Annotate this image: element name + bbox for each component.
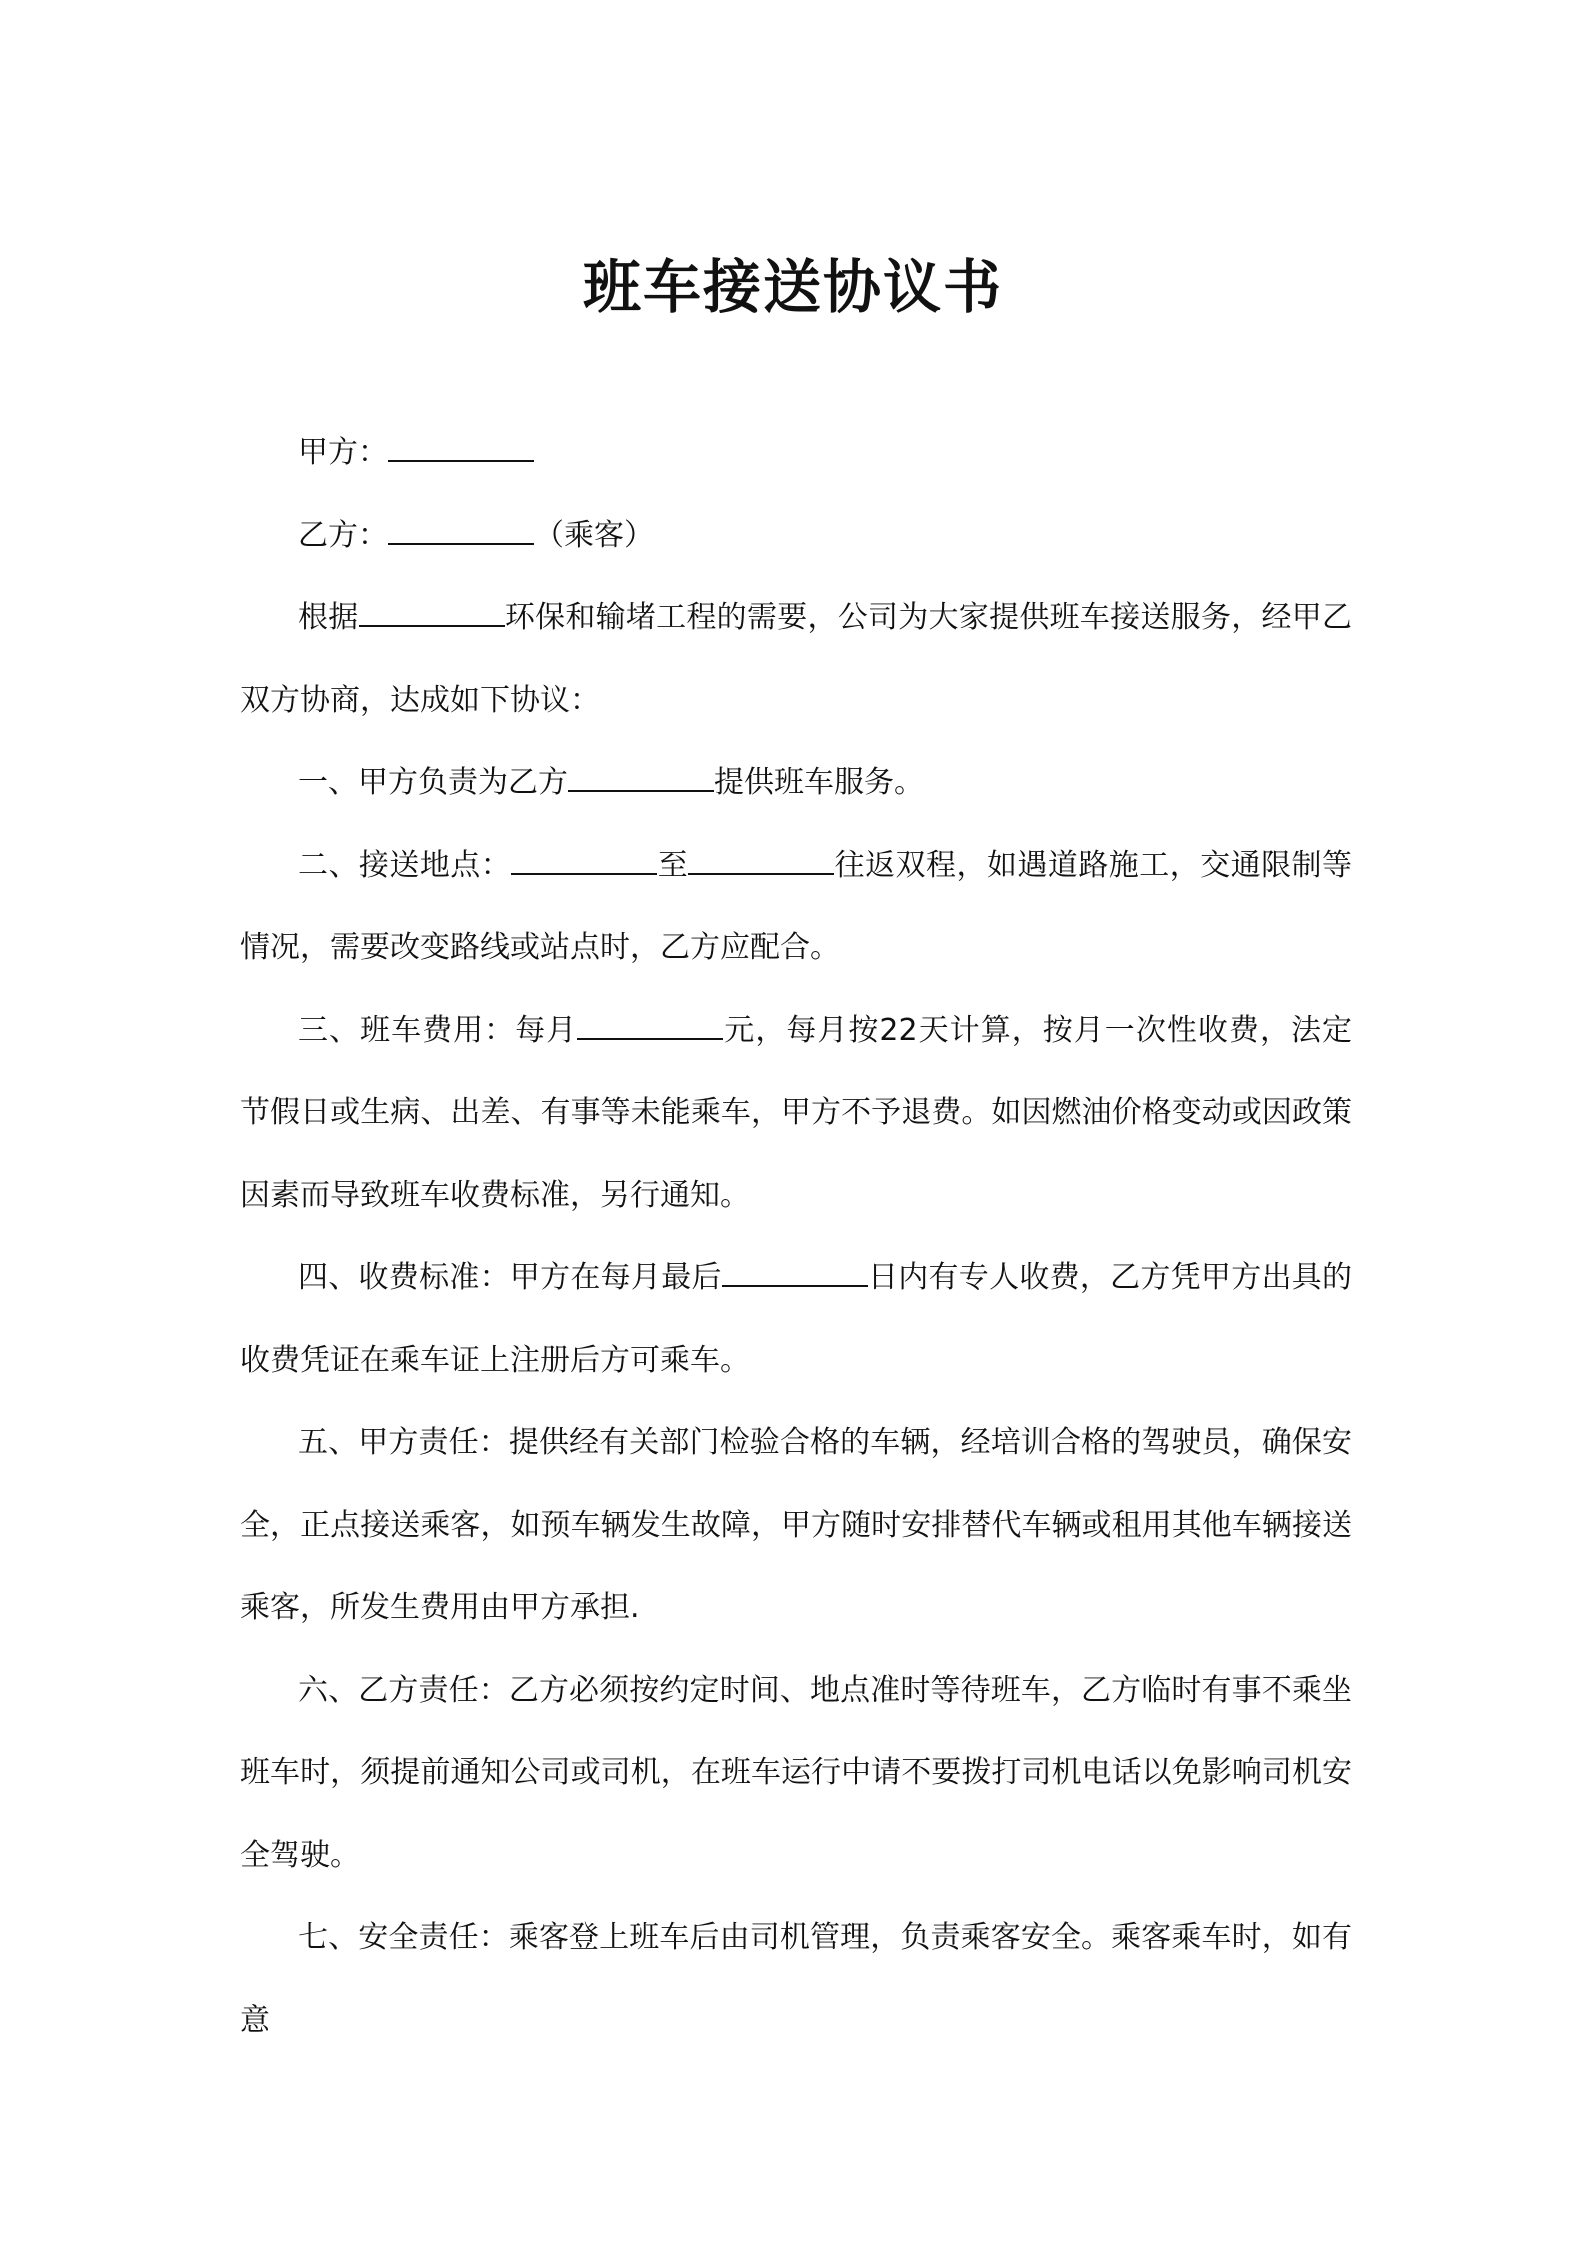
text-segment: 提供班车服务。 [714,765,924,800]
text-segment: 元，每月按22天计算，按月一次性收费，法定节假日或生病、出差、有事等未能乘车，甲方不予退费。如因燃油价格变动或因政策因素而导致班车收费标准，另行通知。 [240,1012,1352,1213]
party-a-label: 甲方： [298,435,388,470]
fill-blank[interactable] [568,762,714,792]
fill-blank[interactable] [511,845,657,875]
text-segment: 至 [657,847,689,883]
text-segment: 一、甲方负责为乙方 [298,765,568,800]
clause-1 [240,742,1352,825]
fill-blank[interactable] [388,515,534,545]
fill-blank[interactable] [722,1257,868,1287]
document-body [240,412,1352,2062]
text-segment: 环保和输堵工程的需要，公司为大家提供班车接送服务，经甲乙双方协商，达成如下协议： [240,600,1353,718]
clause-5 [240,1402,1352,1650]
text-segment: 根据 [298,600,359,635]
fill-blank[interactable] [388,432,534,462]
text-segment: 日内有专人收费，乙方凭甲方出具的收费凭证在乘车证上注册后方可乘车。 [240,1260,1353,1378]
text-segment: 六、乙方责任：乙方必须按约定时间、地点准时等待班车，乙方临时有事不乘坐班车时，须提前通知公司或司机，在班车运行中请不要拨打司机电话以免影响司机安全驾驶。 [240,1672,1352,1873]
document-title: 班车接送协议书 [582,253,1003,321]
party-b-label: 乙方： [298,517,388,553]
fill-blank[interactable] [577,1010,723,1040]
fill-blank[interactable] [359,597,505,627]
clause-4 [240,1237,1352,1402]
clause-2 [240,825,1352,990]
clause-6 [240,1650,1352,1898]
fill-blank[interactable] [688,845,834,875]
party-b-line [240,495,1352,578]
text-segment: 七、安全责任：乘客登上班车后由司机管理，负责乘客安全。乘客乘车时，如有意 [240,1920,1352,2038]
text-segment: 四、收费标准：甲方在每月最后 [298,1260,722,1295]
text-segment: 五、甲方责任：提供经有关部门检验合格的车辆，经培训合格的驾驶员，确保安全，正点接送乘客，如预车辆发生故障，甲方随时安排替代车辆或租用其他车辆接送乘客，所发生费用由甲方承担. [240,1425,1352,1625]
text-segment: 三、班车费用：每月 [298,1012,578,1048]
party-b-note: （乘客） [534,517,654,553]
intro-paragraph [240,577,1352,742]
clause-7 [240,1897,1352,2062]
party-a-line [240,412,1352,495]
text-segment: 往返双程，如遇道路施工，交通限制等情况，需要改变路线或站点时，乙方应配合。 [240,847,1353,965]
text-segment: 二、接送地点： [298,847,512,883]
clause-3 [240,990,1352,1238]
